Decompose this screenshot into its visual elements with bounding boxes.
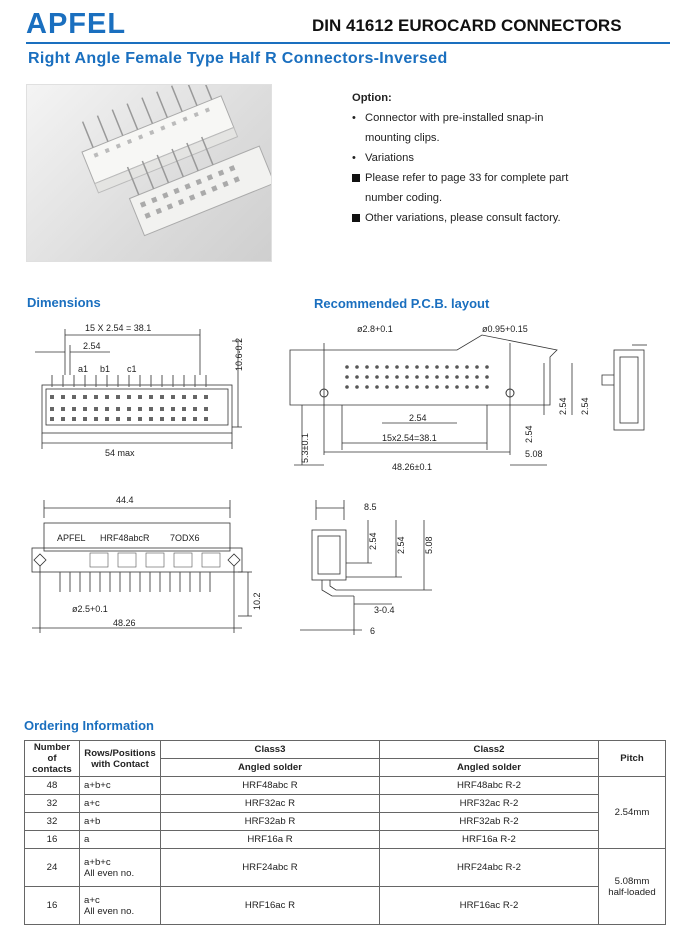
pcb-hole-small-label: ø0.95+0.15 — [482, 324, 528, 334]
cell-class2: HRF32ac R-2 — [379, 795, 598, 813]
header-class2: Class2 — [379, 741, 598, 759]
option-item — [352, 148, 662, 168]
table-row — [25, 887, 666, 925]
cell-rows: a+c — [84, 894, 100, 906]
option-item — [352, 208, 662, 229]
front-height-label: 10.2 — [252, 592, 262, 610]
header-rule — [26, 42, 670, 44]
bullet-square-icon — [352, 174, 360, 182]
table-row — [25, 813, 666, 831]
row-c-label: c1 — [127, 364, 137, 374]
cell-class3: HRF32ab R — [161, 813, 380, 831]
cell-class2: HRF16a R-2 — [379, 831, 598, 849]
cell-class3: HRF16ac R — [161, 887, 380, 925]
cell-class3: HRF16a R — [161, 831, 380, 849]
cell-rows: a+b+c — [80, 777, 161, 795]
front-width-label: 44.4 — [116, 495, 134, 505]
cell-class3: HRF48abc R — [161, 777, 380, 795]
cell-rows-note: All even no. — [84, 867, 135, 879]
cell-class2: HRF32ab R-2 — [379, 813, 598, 831]
option-line: number coding. — [365, 192, 443, 204]
dim-pitch-total-label: 15 X 2.54 = 38.1 — [85, 323, 152, 333]
cell-pitch-note: half-loaded — [608, 886, 656, 898]
pcb-mount-span-label: 48.26±0.1 — [392, 462, 432, 472]
pcb-v1-label: 2.54 — [524, 425, 534, 443]
pcb-row-spacing-label: 5.08 — [525, 449, 543, 459]
pcb-v2-label: 2.54 — [558, 397, 568, 415]
page-title: DIN 41612 EUROCARD CONNECTORS — [312, 16, 622, 35]
side-v1-label: 2.54 — [368, 532, 378, 550]
cell-contacts: 48 — [25, 777, 80, 795]
header-class3: Class3 — [161, 741, 380, 759]
row-a-label: a1 — [78, 364, 89, 374]
cell-class3: HRF24abc R — [161, 849, 380, 887]
option-line: mounting clips. — [365, 132, 440, 144]
side-pin-label: 3-0.4 — [374, 605, 395, 615]
pcb-offset-label: 5.3±0.1 — [300, 433, 310, 463]
connector-photo-drawing — [27, 85, 271, 261]
cell-contacts: 24 — [25, 849, 80, 887]
cell-pitch: 5.08mm — [614, 875, 650, 887]
ordering-table — [24, 740, 666, 925]
bullet-dot: • — [352, 112, 356, 124]
cell-class2: HRF16ac R-2 — [379, 887, 598, 925]
side-v2-label: 2.54 — [396, 536, 406, 554]
pcb-v3-label: 2.54 — [580, 397, 590, 415]
subheader-class2: Angled solder — [379, 759, 598, 777]
product-subtitle: Right Angle Female Type Half R Connectors-Inversed — [28, 50, 448, 67]
subheader-class3: Angled solder — [161, 759, 380, 777]
bullet-square-icon — [352, 214, 360, 222]
option-line: Connector with pre-installed snap-in — [365, 112, 544, 124]
dim-height-label: 10.6-0.2 — [234, 337, 244, 371]
table-row — [25, 831, 666, 849]
product-photo — [26, 84, 272, 262]
pcb-layout-drawing — [282, 315, 667, 475]
cell-rows: a — [80, 831, 161, 849]
option-item — [352, 168, 662, 208]
dim-pitch-label: 2.54 — [83, 341, 101, 351]
bullet-dot: • — [352, 152, 356, 164]
row-b-label: b1 — [100, 364, 111, 374]
table-row — [25, 849, 666, 887]
pcb-pitch-label: 2.54 — [409, 413, 427, 423]
dimensions-drawing — [20, 315, 270, 465]
cell-contacts: 32 — [25, 813, 80, 831]
header-rows: Rows/Positions — [84, 747, 156, 759]
table-row — [25, 795, 666, 813]
option-line: Other variations, please consult factory. — [365, 212, 561, 224]
cell-class3: HRF32ac R — [161, 795, 380, 813]
cell-contacts: 32 — [25, 795, 80, 813]
pcb-hole-large-label: ø2.8+0.1 — [357, 324, 393, 334]
header-rows: with Contact — [91, 758, 149, 770]
cell-pitch: 2.54mm — [599, 777, 666, 849]
side-view-drawing — [292, 490, 452, 640]
cell-rows: a+b — [80, 813, 161, 831]
table-row — [25, 777, 666, 795]
option-item — [352, 108, 662, 148]
dim-width-max-label: 54 max — [105, 448, 135, 458]
option-line: Variations — [365, 152, 414, 164]
ordering-heading: Ordering Information — [24, 718, 154, 733]
side-top-label: 8.5 — [364, 502, 377, 512]
option-line: Please refer to page 33 for complete part — [365, 172, 569, 184]
marking-code: 7ODX6 — [170, 533, 200, 543]
cell-contacts: 16 — [25, 887, 80, 925]
side-bottom-label: 6 — [370, 626, 376, 636]
pcb-layout-heading: Recommended P.C.B. layout — [314, 296, 490, 311]
table-header-row — [25, 741, 666, 759]
options-heading: Option: — [352, 92, 392, 104]
header-pitch: Pitch — [599, 741, 666, 777]
front-view-drawing — [20, 488, 270, 638]
cell-rows: a+b+c — [84, 856, 111, 868]
options-list — [352, 88, 662, 229]
dimensions-heading: Dimensions — [27, 295, 101, 310]
marking-part-number: HRF48abcR — [100, 533, 150, 543]
brand-logo: APFEL — [26, 8, 127, 40]
cell-class2: HRF48abc R-2 — [379, 777, 598, 795]
pcb-pitch-total-label: 15x2.54=38.1 — [382, 433, 437, 443]
cell-contacts: 16 — [25, 831, 80, 849]
cell-class2: HRF24abc R-2 — [379, 849, 598, 887]
marking-brand: APFEL — [57, 533, 86, 543]
side-v3-label: 5.08 — [424, 536, 434, 554]
cell-rows-note: All even no. — [84, 905, 135, 917]
cell-rows: a+c — [80, 795, 161, 813]
front-span-label: 48.26 — [113, 618, 136, 628]
header-contacts: contacts — [32, 764, 72, 775]
header-contacts: Number of — [33, 742, 71, 764]
front-hole-label: ø2.5+0.1 — [72, 604, 108, 614]
